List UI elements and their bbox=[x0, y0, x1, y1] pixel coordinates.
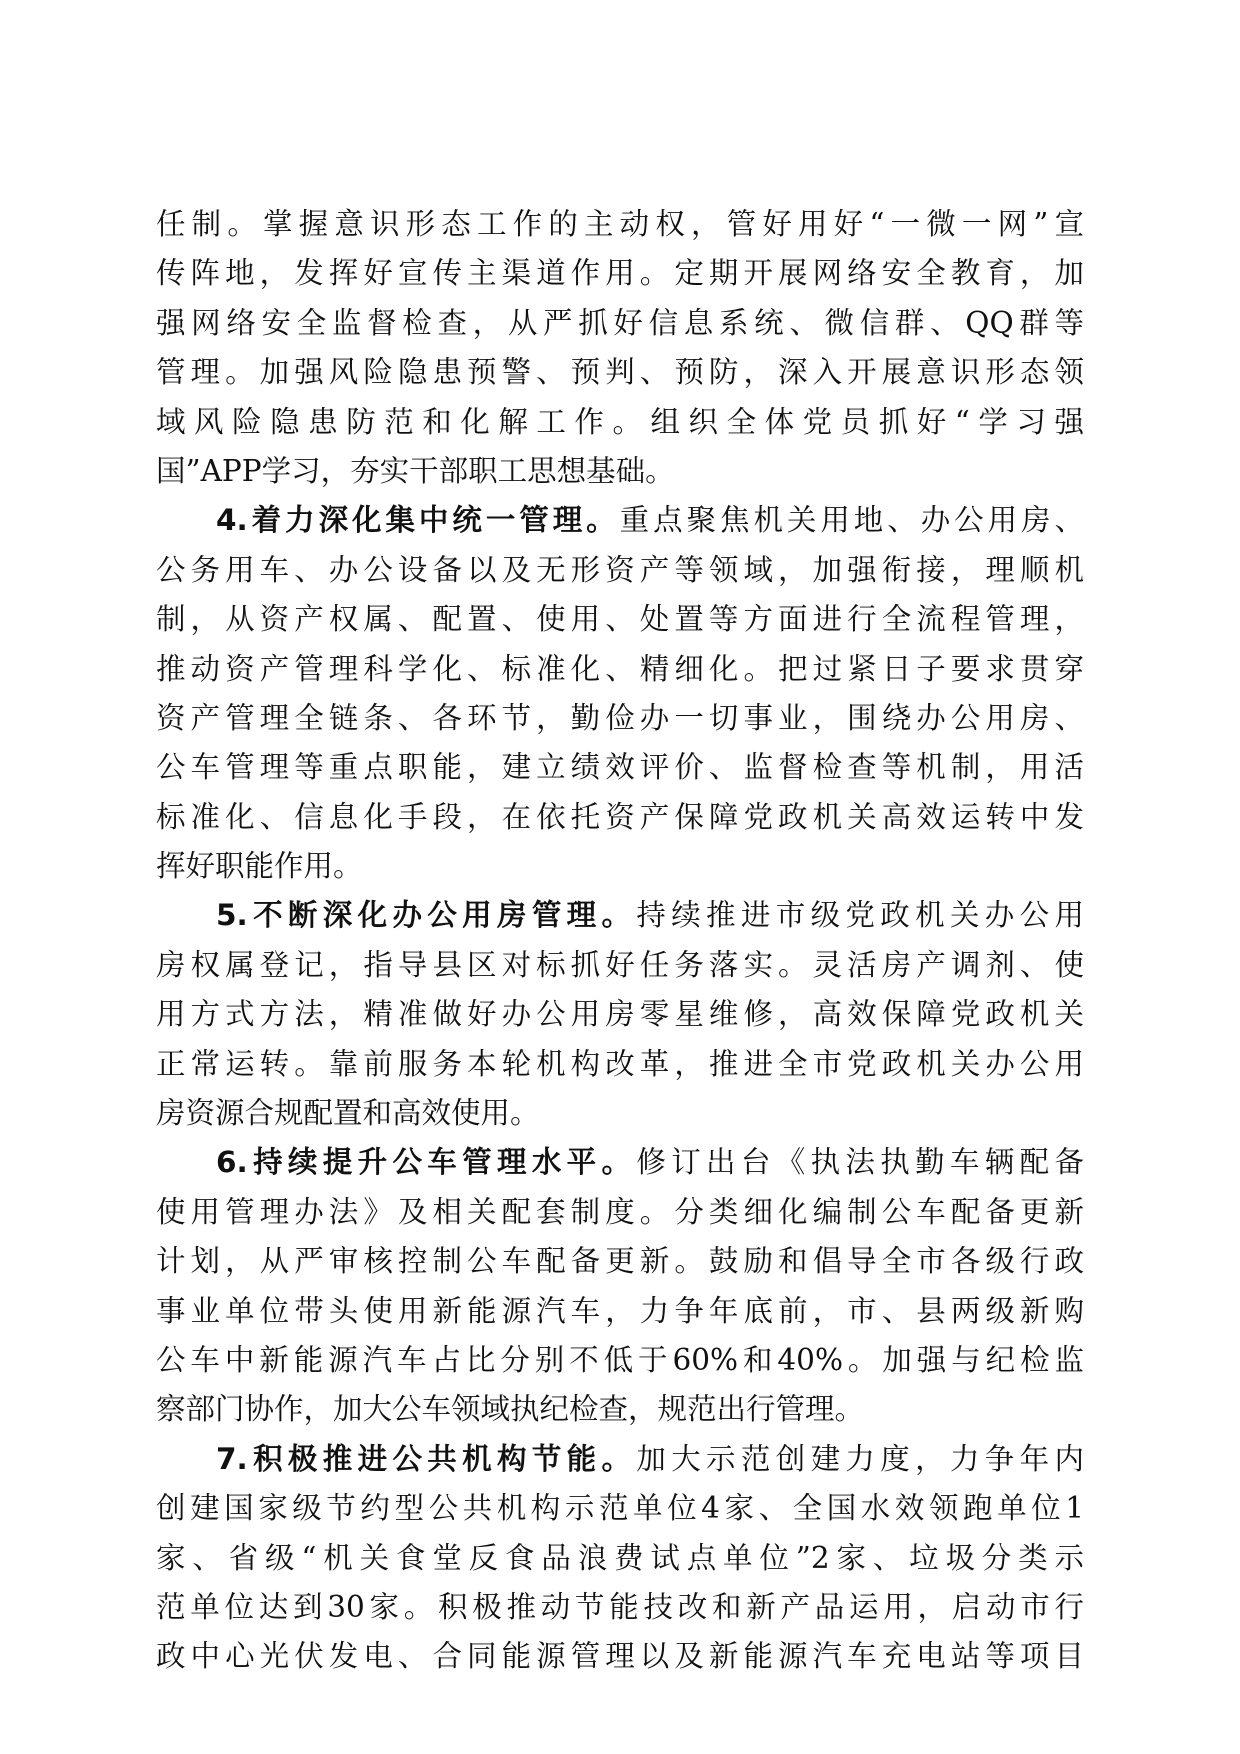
text-line: 管理。加强风险隐患预警、预判、预防，深入开展意识形态领 bbox=[156, 355, 1084, 390]
text-line: 家、省级“机关食堂反食品浪费试点单位”2家、垃圾分类示 bbox=[156, 1540, 1084, 1575]
section-heading: 6.持续提升公车管理水平。 bbox=[216, 1145, 637, 1180]
paragraph-section-7 bbox=[156, 1435, 1084, 1682]
text-line: 察部门协作，加大公车领域执纪检查，规范出行管理。 bbox=[156, 1392, 865, 1427]
text-line bbox=[156, 496, 1084, 545]
text-line: 强网络安全监督检查，从严抓好信息系统、微信群、QQ群等 bbox=[156, 305, 1084, 340]
text-line: 房权属登记，指导县区对标抓好任务落实。灵活房产调剂、使 bbox=[156, 947, 1084, 982]
text-line: 正常运转。靠前服务本轮机构改革，推进全市党政机关办公用 bbox=[156, 1046, 1084, 1081]
text-line bbox=[156, 1435, 1084, 1484]
text-line: 域风险隐患防范和化解工作。组织全体党员抓好“学习强 bbox=[156, 404, 1084, 439]
text-line: 房资源合规配置和高效使用。 bbox=[156, 1096, 540, 1131]
text-line: 使用管理办法》及相关配套制度。分类细化编制公车配备更新 bbox=[156, 1194, 1084, 1229]
text-line: 公务用车、办公设备以及无形资产等领域，加强衔接，理顺机 bbox=[156, 552, 1084, 587]
paragraph-section-4 bbox=[156, 496, 1084, 891]
text-run: 重点聚焦机关用地、办公用房、 bbox=[619, 503, 1084, 538]
text-line: 制，从资产权属、配置、使用、处置等方面进行全流程管理， bbox=[156, 602, 1084, 637]
section-heading: 5.不断深化办公用房管理。 bbox=[216, 898, 637, 933]
text-line: 范单位达到30家。积极推动节能技改和新产品运用，启动市行 bbox=[156, 1589, 1084, 1624]
paragraph-section-6 bbox=[156, 1138, 1084, 1434]
section-heading: 7.积极推进公共机构节能。 bbox=[216, 1441, 637, 1476]
text-line bbox=[156, 891, 1084, 940]
text-line: 用方式方法，精准做好办公用房零星维修，高效保障党政机关 bbox=[156, 997, 1084, 1032]
text-line: 公车中新能源汽车占比分别不低于60%和40%。加强与纪检监 bbox=[156, 1342, 1084, 1377]
text-line: 传阵地，发挥好宣传主渠道作用。定期开展网络安全教育，加 bbox=[156, 256, 1084, 291]
text-line: 任制。掌握意识形态工作的主动权，管好用好“一微一网”宣 bbox=[156, 207, 1084, 241]
text-line: 挥好职能作用。 bbox=[156, 849, 363, 884]
text-line: 资产管理全链条、各环节，勤俭办一切事业，围绕办公用房、 bbox=[156, 700, 1084, 735]
text-line: 推动资产管理科学化、标准化、精细化。把过紧日子要求贯穿 bbox=[156, 651, 1084, 686]
text-line: 标准化、信息化手段，在依托资产保障党政机关高效运转中发 bbox=[156, 799, 1084, 834]
text-run: 修订出台《执法执勤车辆配备 bbox=[636, 1145, 1084, 1180]
paragraph-continuation bbox=[156, 200, 1084, 496]
text-run: 加大示范创建力度，力争年内 bbox=[636, 1441, 1084, 1476]
text-line: 事业单位带头使用新能源汽车，力争年底前，市、县两级新购 bbox=[156, 1293, 1084, 1328]
text-line: 公车管理等重点职能，建立绩效评价、监督检查等机制，用活 bbox=[156, 750, 1084, 785]
document-page bbox=[156, 200, 1084, 1682]
text-line bbox=[156, 1138, 1084, 1187]
section-heading: 4.着力深化集中统一管理。 bbox=[216, 503, 620, 538]
paragraph-section-5 bbox=[156, 891, 1084, 1138]
text-run: 持续推进市级党政机关办公用 bbox=[636, 898, 1084, 933]
text-line: 计划，从严审核控制公车配备更新。鼓励和倡导全市各级行政 bbox=[156, 1244, 1084, 1279]
text-line: 政中心光伏发电、合同能源管理以及新能源汽车充电站等项目 bbox=[156, 1639, 1084, 1674]
text-line: 创建国家级节约型公共机构示范单位4家、全国水效领跑单位1 bbox=[156, 1491, 1084, 1526]
text-line: 国”APP学习，夯实干部职工思想基础。 bbox=[156, 453, 675, 488]
